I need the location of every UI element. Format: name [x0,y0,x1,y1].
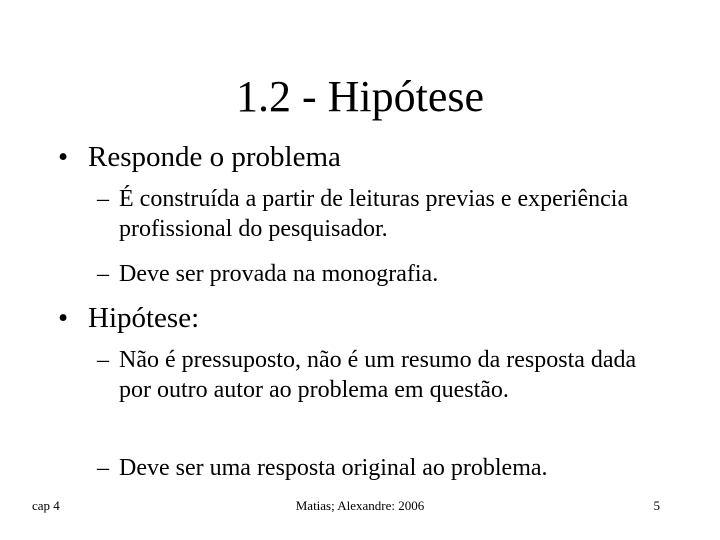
bullet-symbol: • [58,302,69,334]
sub-bullet-text: Deve ser provada na monografia. [119,261,439,287]
sub-bullet-original [97,453,657,483]
bullet-symbol: • [58,141,69,173]
sub-bullet-text: Não é pressuposto, não é um resumo da resposta dada por outro autor ao problema em questão. [119,347,637,403]
sub-bullet-construida [97,184,657,244]
sub-bullet-provada [97,259,657,289]
sub-bullet-text: Deve ser uma resposta original ao problema. [119,455,548,481]
bullet-responde [58,140,341,174]
sub-bullet-symbol: – [97,347,109,373]
sub-bullet-pressuposto [97,345,657,405]
bullet-text: Hipótese: [88,302,200,334]
sub-bullet-symbol: – [97,455,109,481]
footer-chapter: cap 4 [32,498,60,513]
footer-author: Matias; Alexandre: 2006 [295,498,425,513]
sub-bullet-symbol: – [97,261,109,287]
sub-bullet-symbol: – [97,186,109,212]
bullet-text: Responde o problema [88,141,341,173]
footer-page-number: 5 [653,498,660,513]
sub-bullet-text: É construída a partir de leituras previas e experiência profissional do pesquisador. [119,186,629,242]
bullet-hipotese [58,301,199,335]
slide-title: 1.2 - Hipótese [235,72,485,121]
